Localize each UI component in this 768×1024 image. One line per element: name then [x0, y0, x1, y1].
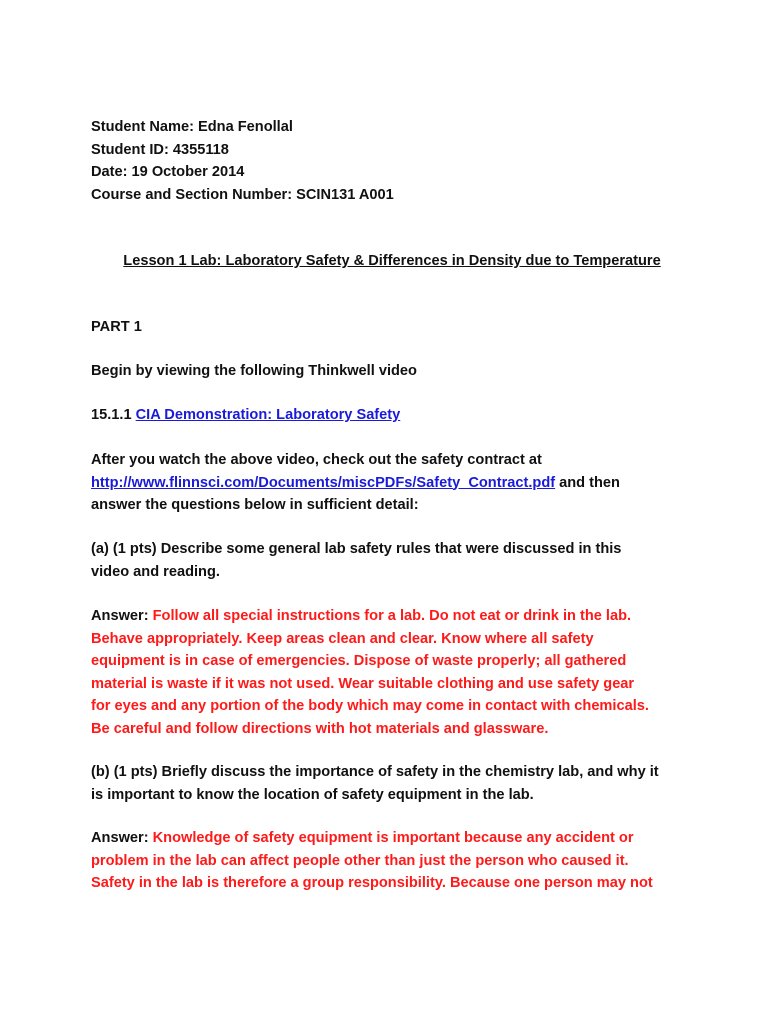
date-line: Date: 19 October 2014 [91, 164, 245, 180]
answer-a [91, 605, 691, 740]
answer-a-line: Behave appropriately. Keep areas clean and clear. Know where all safety [91, 630, 594, 647]
answer-a-line: equipment is in case of emergencies. Dispose of waste properly; all gathered [91, 653, 627, 669]
intro-text: Begin by viewing the following Thinkwell video [91, 363, 417, 379]
answer-a-line: material is waste if it was not used. Wear suitable clothing and use safety gear [91, 675, 635, 692]
safety-contract-link[interactable]: http://www.flinnsci.com/Documents/miscPDFs/Safety_Contract.pdf [91, 474, 556, 491]
answer-a-line: for eyes and any portion of the body which may come in contact with chemicals. [91, 698, 649, 714]
course-line: Course and Section Number: SCIN131 A001 [91, 186, 394, 203]
contract-line-1: After you watch the above video, check out the safety contract at [91, 452, 542, 468]
student-header [91, 116, 691, 206]
question-b-line-2: is important to know the location of safety equipment in the lab. [91, 786, 534, 803]
answer-a-line [91, 605, 691, 628]
answer-b-text: Knowledge of safety equipment is important because any accident or [152, 830, 634, 846]
question-b-line-1: (b) (1 pts) Briefly discuss the importance of safety in the chemistry lab, and why it [91, 764, 659, 780]
answer-b-line [91, 827, 691, 850]
intro-block [91, 360, 691, 383]
answer-b [91, 827, 691, 895]
student-id: Student ID: 4355118 [91, 141, 229, 158]
question-a-line-2: video and reading. [91, 563, 220, 580]
question-a-line-1: (a) (1 pts) Describe some general lab safety rules that were discussed in this [91, 541, 622, 557]
answer-b-line: Safety in the lab is therefore a group responsibility. Because one person may not [91, 875, 653, 891]
student-name: Student Name: Edna Fenollal [91, 119, 293, 135]
answer-b-line: problem in the lab can affect people other than just the person who caused it. [91, 852, 629, 869]
question-b [91, 761, 691, 806]
contract-line-3: answer the questions below in sufficient detail: [91, 497, 419, 513]
answer-b-label: Answer: [91, 830, 153, 846]
answer-a-line: Be careful and follow directions with hot materials and glassware. [91, 720, 549, 737]
contract-block [91, 449, 691, 517]
answer-a-text: Follow all special instructions for a lab. Do not eat or drink in the lab. [152, 608, 632, 624]
contract-after-1: and then [555, 474, 620, 491]
contract-line-2 [91, 472, 691, 495]
part-heading-block [91, 316, 691, 339]
part-heading: PART 1 [91, 319, 142, 335]
video-link[interactable]: CIA Demonstration: Laboratory Safety [135, 407, 401, 423]
video-line [91, 404, 691, 427]
video-block [91, 404, 691, 427]
lab-title: Lesson 1 Lab: Laboratory Safety & Differences in Density due to Temperature [123, 253, 661, 269]
answer-a-label: Answer: [91, 608, 153, 624]
video-number: 15.1.1 [91, 407, 136, 423]
question-a [91, 538, 691, 583]
